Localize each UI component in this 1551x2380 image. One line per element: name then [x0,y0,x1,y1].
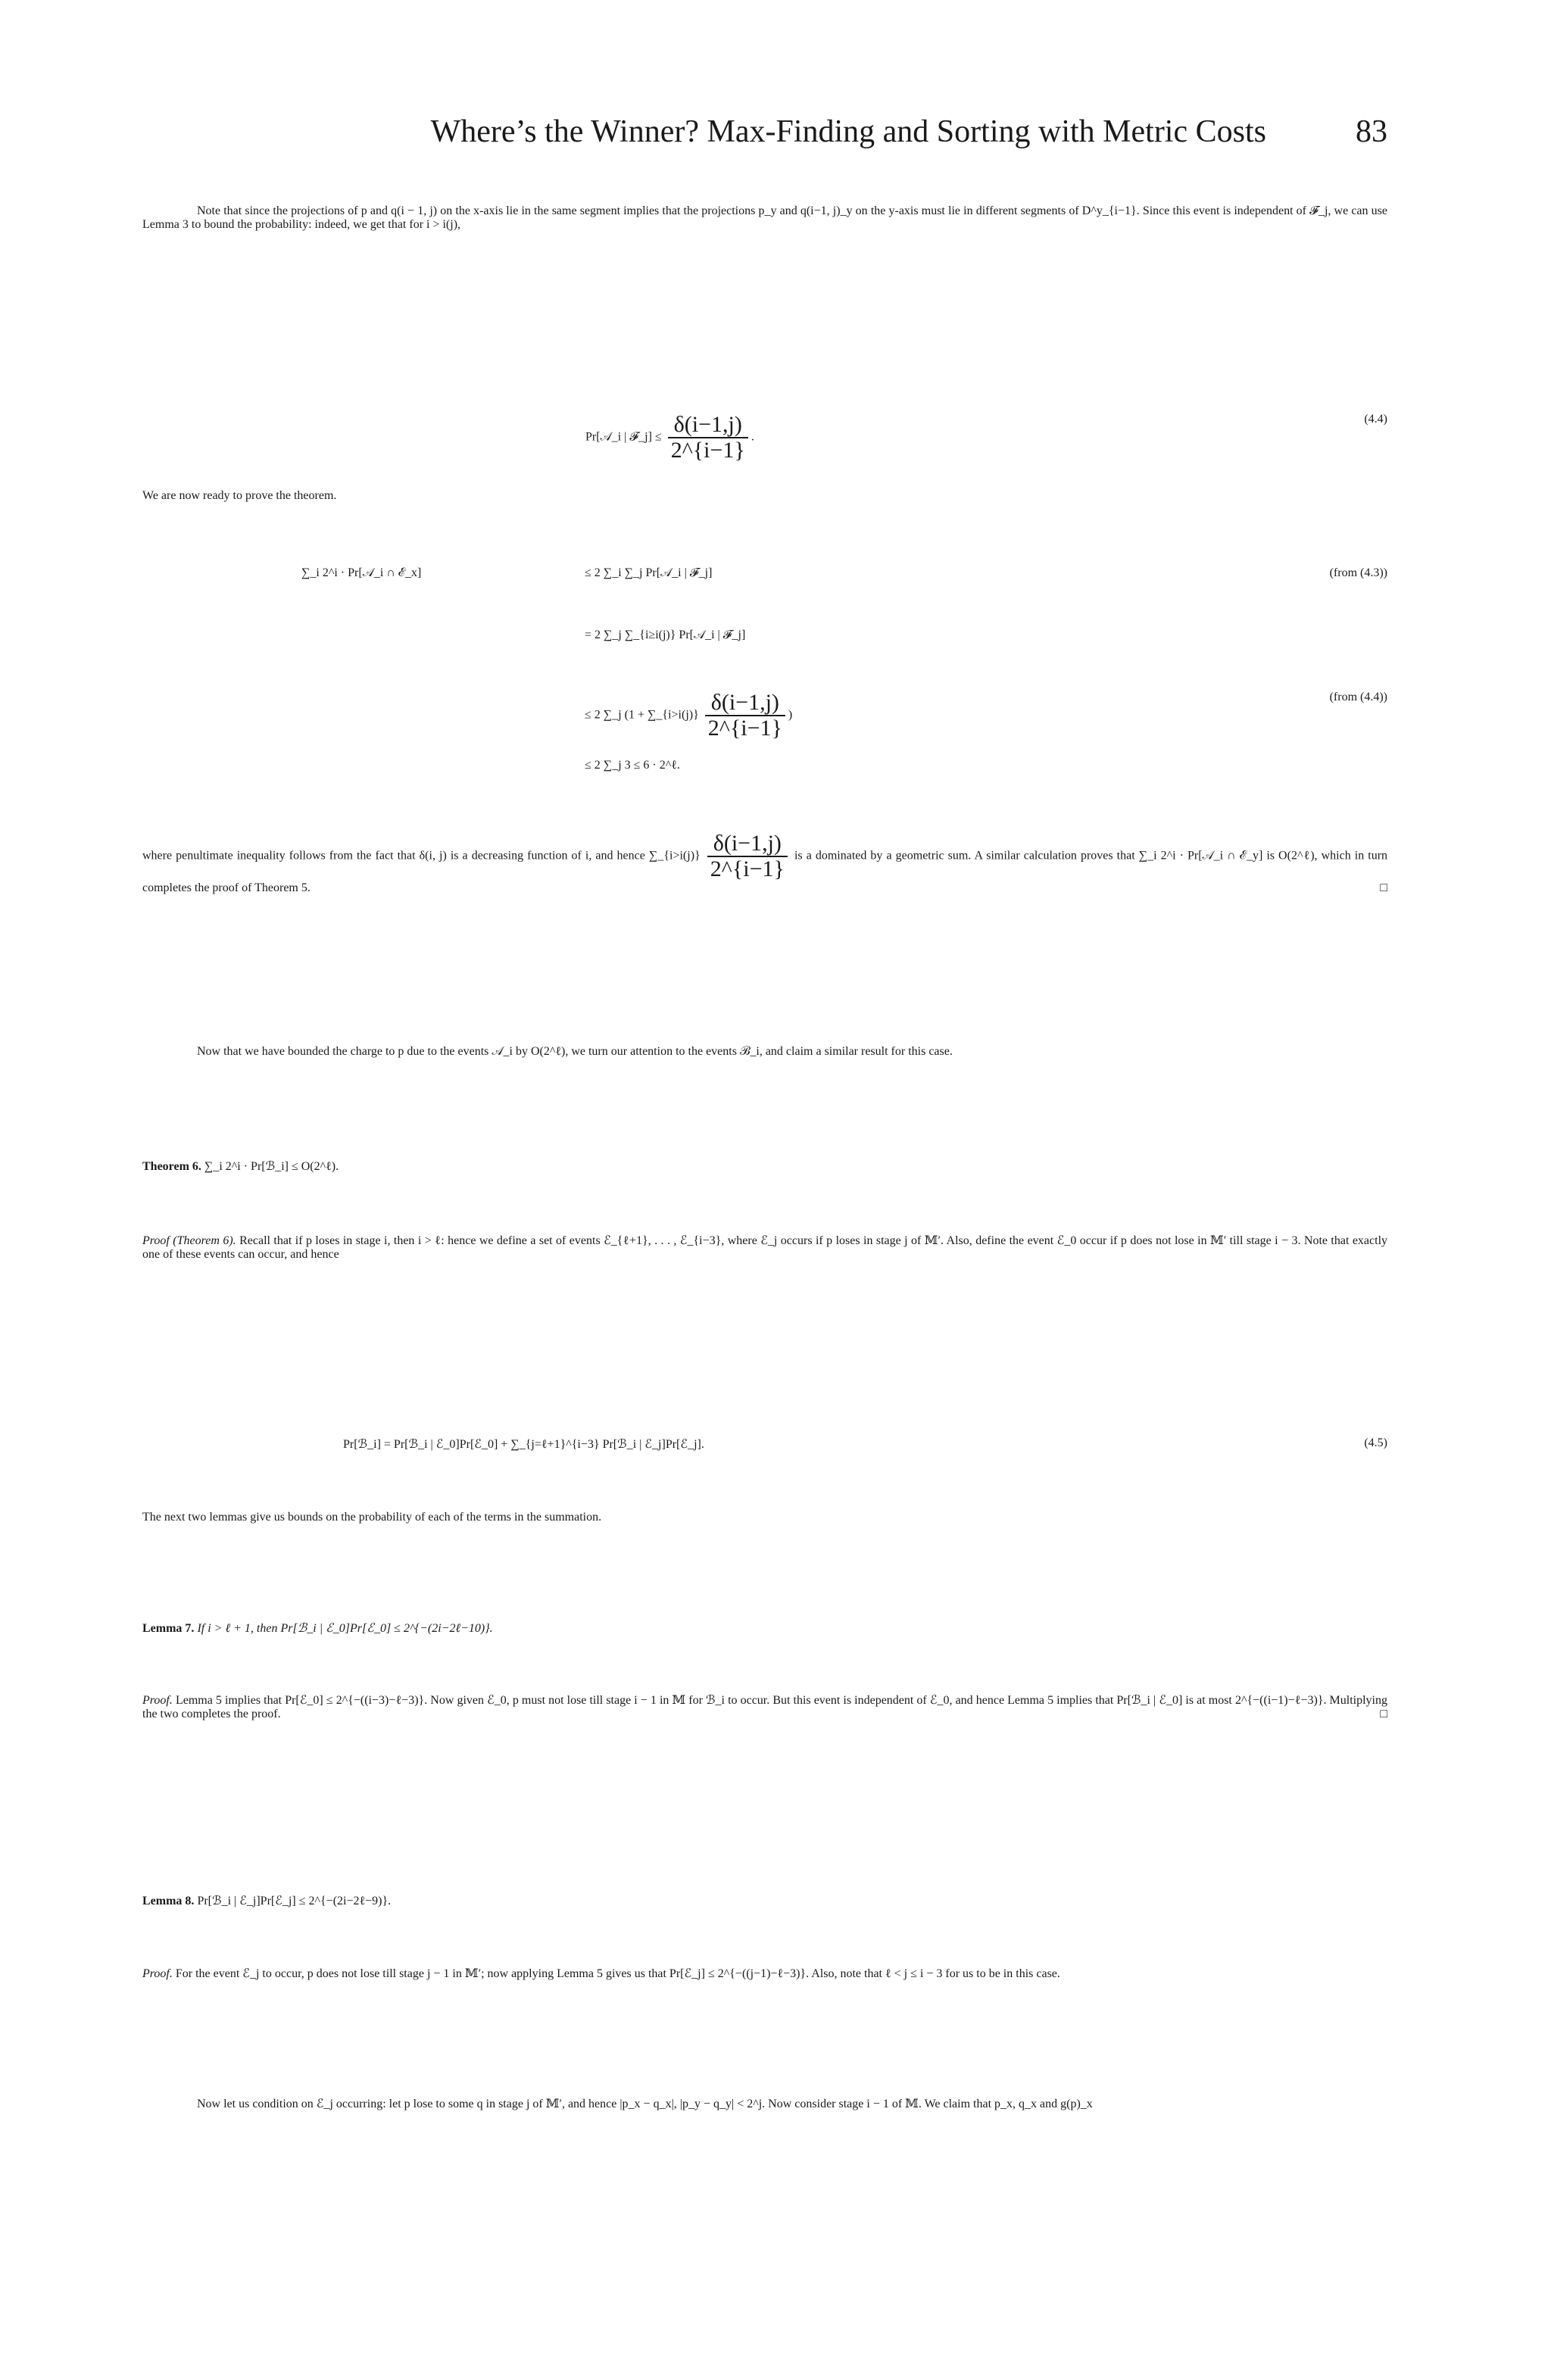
para3-fraction [707,831,788,881]
body-paragraph-4 [142,1045,1387,1059]
eq44-denominator: 2^{i−1} [670,438,745,463]
lemma-7-body: If i > ℓ + 1, then Pr[ℬ_i | ℰ_0]Pr[ℰ_0] ≤ 2^{−(2i−2ℓ−10)}. [197,1622,493,1635]
eq44-tail: . [751,430,754,444]
proof-theorem-6 [142,1233,1387,1262]
theorem-6-body: ∑_i 2^i · Pr[ℬ_i] ≤ O(2^ℓ). [204,1160,339,1173]
aligned-derivation [142,566,1387,821]
proof-8-text: For the event ℰ_j to occur, p does not lose till stage j − 1 in 𝕄′; now applying Lemma 5 gives us that Pr[ℰ_j] ≤ 2^{−((j−1)−ℓ−3)}. Also, note that ℓ < j ≤ i − 3 for us to be in this case. [175,1967,1060,1980]
body-paragraph-5 [142,1511,1387,1524]
align-row1-rhs: ≤ 2 ∑_i ∑_j Pr[𝒜_i | 𝓕_j] [585,566,713,579]
body-paragraph-1 [142,204,1387,232]
lemma-8-body: Pr[ℬ_i | ℰ_j]Pr[ℰ_j] ≤ 2^{−(2i−2ℓ−9)}. [197,1895,392,1907]
para3-denominator: 2^{i−1} [710,856,785,881]
paragraph-ready: We are now ready to prove the theorem. [142,489,337,502]
theorem-6 [142,1159,1387,1174]
equation-4-5 [142,1436,1387,1480]
align-row3-tag: (from (4.4)) [1329,691,1387,703]
body-paragraph-6 [142,2096,1387,2111]
theorem-6-statement [142,1159,1387,1174]
lemma-7 [142,1620,1387,1636]
eq45-body: Pr[ℬ_i] = Pr[ℬ_i | ℰ_0]Pr[ℰ_0] + ∑_{j=ℓ+1}^{i−3} Pr[ℬ_i | ℰ_j]Pr[ℰ_j]. [343,1438,704,1451]
proof-6-head: Proof (Theorem 6). [142,1234,236,1247]
proof-7-paragraph [142,1692,1387,1721]
eq44-tag: (4.4) [1364,413,1387,426]
paragraph-penultimate [142,831,1387,895]
proof-lemma-8 [142,1966,1387,1981]
lemma-8-head: Lemma 8. [142,1895,195,1907]
eq44-lhs: Pr[𝒜_i | 𝓕_j] ≤ [585,430,662,444]
eq44-fraction [668,413,748,463]
para3-numerator: δ(i−1,j) [707,831,788,857]
align-row1-lhs: ∑_i 2^i · Pr[𝒜_i ∩ ℰ_x] [301,566,422,579]
proof-7-text: Lemma 5 implies that Pr[ℰ_0] ≤ 2^{−((i−3)−ℓ−3)}. Now given ℰ_0, p must not lose till stage i − 1 in 𝕄 for ℬ_i to occur. But this event is independent of ℰ_0, and hence Lemma 5 implies that Pr[ℬ_i | ℰ_0] is at most 2^{−((i−1)−ℓ−3)}. Multiplying the two completes the proof. [142,1694,1388,1720]
align-row3-rhs [585,691,792,741]
theorem-6-head: Theorem 6. [142,1160,201,1173]
proof-6-paragraph [142,1233,1387,1262]
eq44-numerator: δ(i−1,j) [668,413,748,438]
proof-6-text: Recall that if p loses in stage i, then i > ℓ: hence we define a set of events ℰ_{ℓ+1}, . . . , ℰ_{i−3}, where ℰ_j occurs if p loses in stage j of 𝕄′. Also, define the event ℰ_0 occur if p does not lose in 𝕄′ till stage i − 3. Note that exactly one of these events can occur, and hence [142,1234,1388,1261]
paragraph-projections: Note that since the projections of p and q(i − 1, j) on the x-axis lie in the same segment implies that the projections p_y and q(i−1, j)_y on the y-axis must lie in different segments of D^y_{i−1}. Since this event is independent of 𝓕_j, we can use Lemma 3 to bound the probability: indeed, we get that for i > i(j), [142,204,1387,231]
eq45-tag: (4.5) [1364,1436,1387,1449]
paragraph-charge: Now that we have bounded the charge to p due to the events 𝒜_i by O(2^ℓ), we turn our attention to the events ℬ_i, and claim a similar result for this case. [197,1045,953,1058]
lemma-7-head: Lemma 7. [142,1622,195,1635]
running-header [142,114,1387,159]
qed-symbol-lemma-7: □ [1380,1708,1387,1720]
equation-4-4 [142,412,1387,463]
align-row4-rhs: ≤ 2 ∑_j 3 ≤ 6 · 2^ℓ. [585,759,680,772]
lemma-8-statement [142,1893,1387,1908]
align-row2-rhs: = 2 ∑_j ∑_{i≥i(j)} Pr[𝒜_i | 𝓕_j] [585,629,746,641]
align-row3-fraction [705,691,785,741]
paragraph-next-lemmas: The next two lemmas give us bounds on the probability of each of the terms in the summation. [142,1511,602,1524]
qed-symbol: □ [1380,881,1387,894]
body-paragraph-3 [142,831,1387,895]
proof-lemma-7 [142,1692,1387,1721]
lemma-7-statement [142,1620,1387,1636]
running-title: Where’s the Winner? Max-Finding and Sorting with Metric Costs [430,114,1266,149]
proof-8-head: Proof. [142,1967,173,1980]
eq44-expression [585,413,754,463]
page-number: 83 [1356,114,1387,149]
align-row1-tag: (from (4.3)) [1329,566,1387,579]
lemma-8 [142,1893,1387,1908]
align-row3-part-a: ≤ 2 ∑_j (1 + ∑_{i>i(j)} [585,708,699,722]
proof-7-head: Proof. [142,1694,173,1707]
proof-8-paragraph [142,1966,1387,1981]
paragraph-condition: Now let us condition on ℰ_j occurring: let p lose to some q in stage j of 𝕄′, and hence |p_x − q_x|, |p_y − q_y| < 2^j. Now consider stage i − 1 of 𝕄. We claim that p_x, q_x and g(p)_x [197,2098,1093,2110]
para3-text-a: where penultimate inequality follows from the fact that δ(i, j) is a decreasing function of i, and hence ∑_{i>i(j)} [142,849,701,862]
align-row3-part-b: ) [788,708,793,722]
align-row3-numerator: δ(i−1,j) [705,691,785,716]
para3-text-b: is a dominated by a geometric sum. A similar calculation proves that ∑_i 2^i · Pr[𝒜_i ∩ ℰ_y] is O(2^ℓ), which in turn completes the proof of Theorem 5. [142,849,1388,894]
align-row3-denominator: 2^{i−1} [707,716,782,741]
body-paragraph-2 [142,489,1387,503]
